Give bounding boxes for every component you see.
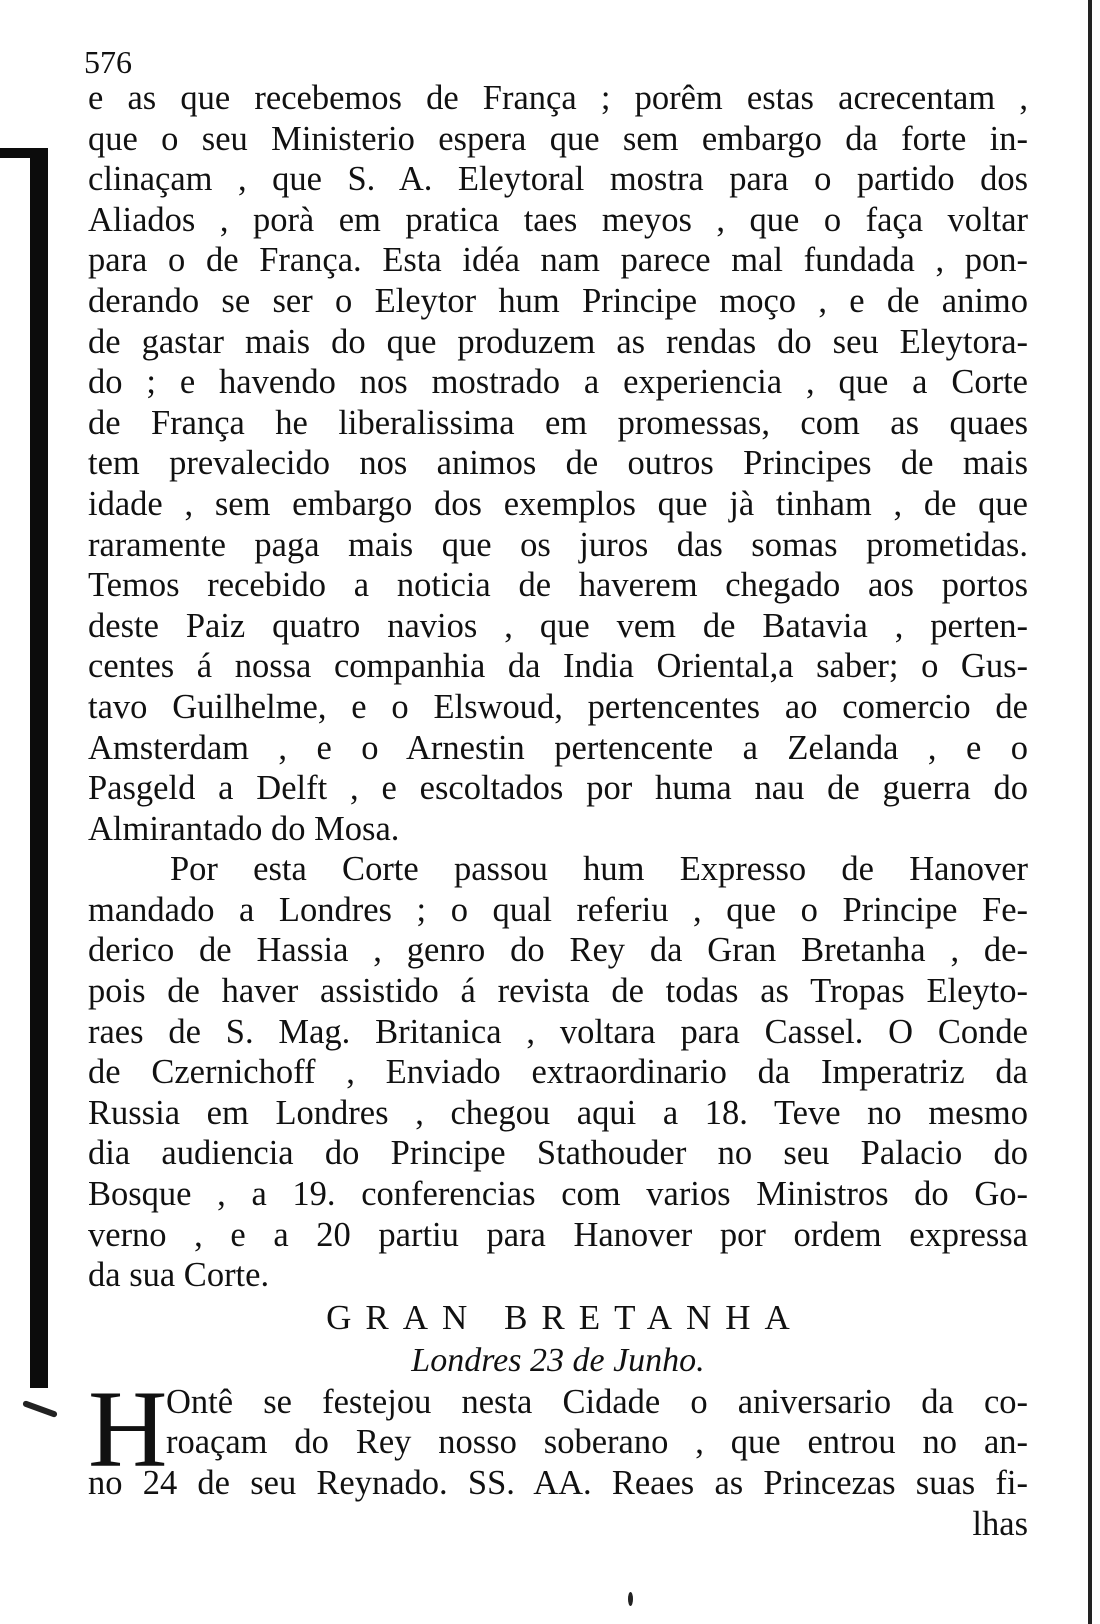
text-line: do ; e havendo nos mostrado a experiencia , que a Corte: [88, 363, 1028, 402]
text-line: derico de Hassia , genro do Rey da Gran Bretanha , de-: [88, 931, 1028, 970]
text-line: clinaçam , que S. A. Eleytoral mostra para o partido dos: [88, 160, 1028, 199]
text-line: idade , sem embargo dos exemplos que jà tinham , de que: [88, 484, 1028, 523]
text-line: centes á nossa companhia da India Oriental,a saber; o Gus-: [88, 647, 1028, 686]
text-line: raramente paga mais que os juros das somas prometidas.: [88, 525, 1028, 564]
paragraph-hanover: [88, 849, 1028, 1296]
text-line: Por esta Corte passou hum Expresso de Hanover: [170, 850, 1028, 889]
text-line: tavo Guilhelme, e o Elswoud, pertencentes ao comercio de: [88, 687, 1028, 726]
text-line: Aliados , porà em pratica taes meyos , que o faça voltar: [88, 200, 1028, 239]
text-line: tem prevalecido nos animos de outros Principes de mais: [88, 444, 1028, 483]
text-line: Almirantado do Mosa.: [88, 809, 400, 848]
section-heading: GRAN BRETANHA: [326, 1297, 804, 1337]
text-line: roaçam do Rey nosso soberano , que entrou no an-: [166, 1423, 1028, 1462]
text-line: Bosque , a 19. conferencias com varios Ministros do Go-: [88, 1175, 1028, 1214]
text-line: derando se ser o Eleytor hum Principe moço , e de animo: [88, 281, 1028, 320]
ink-speck: [22, 1400, 58, 1418]
page-edge-right: [1088, 0, 1092, 1624]
body-text: [88, 78, 1028, 1544]
text-line: e as que recebemos de França ; porêm estas acrecentam ,: [88, 79, 1028, 117]
page-number: 576: [84, 44, 132, 80]
paragraph-london: [88, 1367, 1028, 1504]
text-line: deste Paiz quatro navios , que vem de Batavia , perten-: [88, 606, 1028, 645]
dateline: Londres 23 de Junho.: [411, 1341, 705, 1379]
text-line: mandado a Londres ; o qual referiu , que o Principe Fe-: [88, 890, 1028, 929]
text-line: de França he liberalissima em promessas, com as quaes: [88, 403, 1028, 442]
text-line: para o de França. Esta idéa nam parece mal fundada , pon-: [88, 241, 1028, 280]
text-line: Ontê se festejou nesta Cidade o aniversario da co-: [166, 1382, 1028, 1421]
text-line: de gastar mais do que produzem as rendas do seu Eleytora-: [88, 322, 1028, 361]
drop-cap: H: [88, 1367, 168, 1490]
text-line: raes de S. Mag. Britanica , voltara para Cassel. O Conde: [88, 1012, 1028, 1051]
text-line: da sua Corte.: [88, 1256, 270, 1295]
text-line: Temos recebido a noticia de haverem chegado aos portos: [88, 566, 1028, 605]
paragraph-continued: [88, 78, 1028, 849]
text-line: Russia em Londres , chegou aqui a 18. Teve no mesmo: [88, 1093, 1028, 1132]
text-line: dia audiencia do Principe Stathouder no seu Palacio do: [88, 1134, 1028, 1173]
text-line: Pasgeld a Delft , e escoltados por huma nau de guerra do: [88, 769, 1028, 808]
binding-edge-left: [30, 148, 48, 1388]
text-line: de Czernichoff , Enviado extraordinario da Imperatriz da: [88, 1053, 1028, 1092]
catchword: lhas: [972, 1504, 1028, 1543]
text-line: pois de haver assistido á revista de todas as Tropas Eleyto-: [88, 972, 1028, 1011]
text-line: verno , e a 20 partiu para Hanover por ordem expressa: [88, 1215, 1028, 1254]
text-line: que o seu Ministerio espera que sem embargo da forte in-: [88, 119, 1028, 158]
ink-speck: [628, 1592, 633, 1606]
text-line: Amsterdam , e o Arnestin pertencente a Zelanda , e o: [88, 728, 1028, 767]
text-line: no 24 de seu Reynado. SS. AA. Reaes as Princezas suas fi-: [88, 1464, 1028, 1502]
